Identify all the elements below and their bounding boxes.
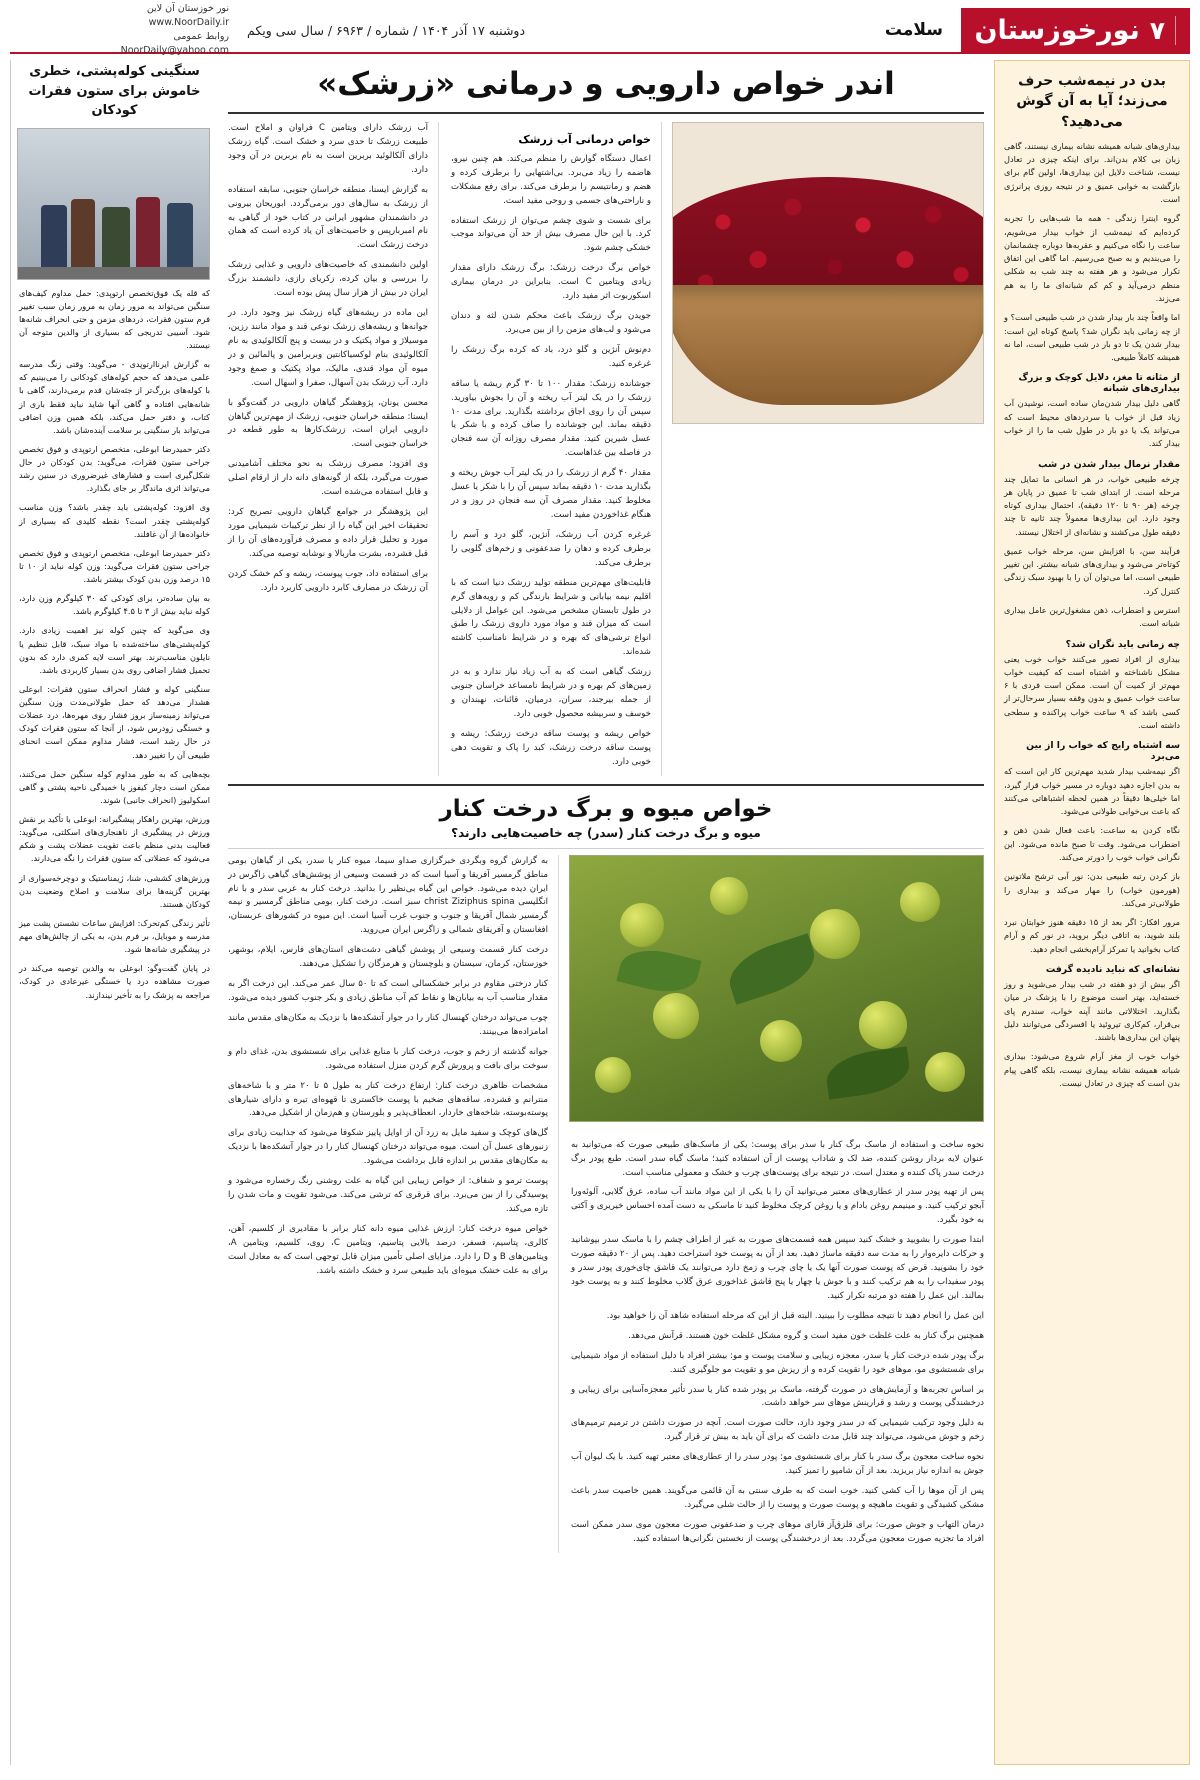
- main-content: [218, 60, 994, 1765]
- barberry-para: اعمال دستگاه گوارش را منظم می‌کند. هم چنین نیرو، هاضمه را زیاد می‌برد. بی‌اشتهایی را برطرف کرده و هضم و رمانتیسم را برطرف می‌کند. برای رفع مشکلات و ناراحتی‌های جسمی و روحی مفید است.: [451, 153, 651, 206]
- sidebar-feature-sleep: [994, 60, 1190, 1765]
- sleep-para: چرخه طبیعی خواب، در هر انسانی ما تمایل چند مرحله است. از ابتدای شب تا عمیق در پایان هر چرخه (هر ۹۰ تا ۱۲۰ دقیقه)، احتمال بیداری کوتاه وجود دارد. این بیداری‌ها معمولاً چند ثانیه تا چند دقیقه طول می‌کشند و نشانه‌ای از اختلال نیستند.: [1004, 473, 1181, 537]
- jujube-para: چوب می‌تواند درختان کهنسال کنار را در جوار آتشکده‌ها با نزدیک به مکان‌های مقدس مانند امامزاده‌ها می‌بینند.: [228, 1012, 548, 1037]
- jujube-photo: [569, 855, 984, 1122]
- backpack-para: ورزش‌های کششی، شنا، ژیمناستیک و دوچرخه‌سواری از بهترین گزینه‌ها برای سلامت و اصلاح وضعیت بدن کودکان هستند.: [19, 872, 210, 909]
- barberry-para: اولین دانشمندی که خاصیت‌های دارویی و غذایی زرشک را بررسی و بیان کرده، زکریای رازی، دانشمند بزرگ ایران در بیش از هزار سال پیش بوده است.: [228, 260, 428, 299]
- jujube-para: پس از آن موها را آب کشی کنید. خوب است که به طرف سنتی به آن قائمی می‌گویند. همین خاصیت سدر باعث مشکی کشیدگی و تقویت ماهیچه و پوست صورت و پوست را از حالت شلی می‌گیرد.: [571, 1486, 984, 1510]
- barberry-para: خواص ریشه و پوست ساقه درخت زرشک: ریشه و پوست ساقه درخت زرشک، کبد را پاک و تقویت دهی خوبی دارد.: [451, 728, 651, 767]
- jujube-col-left: [228, 855, 559, 1553]
- sleep-para: مرور افکار: اگر بعد از ۱۵ دقیقه هنوز خوابتان نبرد بلند شوید، به اتاقی دیگر بروید، در نور کم و آرام کتاب بخوانید یا تمرکز آرام‌بخشی انجام دهید.: [1004, 917, 1180, 954]
- jujube-para: نحوه ساخت و استفاده از ماسک برگ کنار با سدر برای پوست: یکی از ماسک‌های طبیعی صورت که می‌توانید به عنوان لایه بردار روشن کننده، ضد لک و شاداب پوست از آن استفاده کنید؛ ماسک گیاه سدر است. طبع پودر برگ درخت سدر پاک کننده و معتدل است. در نتیجه برای پوست‌های چرب و خشک و معمولی مناسب است.: [571, 1139, 984, 1178]
- jujube-para: پوست ترمو و شفاف: از خواص زیبایی این گیاه به علت روشنی رنگ رخساره می‌شود و پوسیدگی را از بین می‌برد. برای قرقری که ترشی می‌کند. می‌شود تقویت و مات شدن را تازه می‌کند.: [228, 1176, 548, 1214]
- barberry-para: دم‌نوش آنژین و گلو درد، باد که کرده برگ زرشک را غرغره کنید.: [451, 344, 651, 369]
- masthead-center: [229, 8, 961, 52]
- masthead-contact: [10, 3, 229, 56]
- jujube-photo-caption: [571, 1124, 984, 1133]
- backpack-para: که قله یک فوق‌تخصص ارتوپدی: حمل مداوم کیف‌های سنگین می‌تواند به مرور زمان به مرور زمان سبب تغییر فرم ستون فقرات، دردهای مزمن و حتی انحراف شانه‌ها شود. آسیبی تدریجی که بسیاری از والدین متوجه آن نیستند.: [19, 287, 210, 350]
- pr-label: روابط عمومی: [173, 31, 229, 42]
- sleep-subhead-1: از مثانه تا مغز، دلایل کوچک و بزرگ بیداری‌های شبانه: [1018, 372, 1180, 395]
- sleep-subhead-2: مقدار نرمال بیدار شدن در شب: [1038, 458, 1180, 470]
- backpack-para: به گزارش ایرناارتوپدی - می‌گوید: وقتی زنگ مدرسه علمی می‌دهد که حجم کوله‌های کودکانی را می‌بینیم که با کوله‌های بزرگ‌تر از جثه‌شان قدم برمی‌دارند، گاهی با شانه‌هایی افتاده و گاهی آنها شاید نباید فقط باری از کتاب، و دفتر حمل می‌کند، بلکه همین وزن اضافی می‌تواند بار سنگینی بر سلامت آینده‌شان باشد.: [19, 359, 210, 435]
- backpack-para: بچه‌هایی که به طور مداوم کوله سنگین حمل می‌کنند، ممکن است دچار کیفوز یا خمیدگی ناحیه پشتی و گاهی اسکولیوز (انحراف جانبی) شوند.: [19, 768, 210, 805]
- barberry-para: این پژوهشگر در جوامع گیاهان دارویی تصریح کرد: تحقیقات اخیر این گیاه را از نظر ترکیبات شیمیایی مورد مورد و تحلیل قرار داده و مصرف فرآورده‌های آن را از قبل فشرده، بشرت ماربالا و نوشابه توصیه می‌کند.: [228, 507, 428, 559]
- jujube-para: پس از تهیه پودر سدر از عطاری‌های معتبر می‌توانید آن را با یکی از این مواد مانند آب ساده، عرق گلابی، آلوئه‌ورا آبجو ترکیب کنید. و مینیمم روغن بادام و یا روغن کرچک مخلوط کنید تا ماسکی به دست آمده احساس خیریری و آکتی به خود بگیرد.: [571, 1187, 984, 1226]
- barberry-photo: [672, 122, 984, 424]
- sleep-para: گروه اینترا زندگی - همه ما شب‌هایی را تجربه کرده‌ایم که نیمه‌شب از خواب بیدار می‌شویم، ساعت را نگاه می‌کنیم و عقربه‌ها دوباره چشمانمان را می‌بندیم و به صبح می‌رسیم. اما گاهی این اتفاق تکرار می‌شود و هر هفته به چند شب به شکلی منظم درمی‌آید و کم کم شبانه‌ای ما را به هم می‌زند.: [1004, 213, 1180, 303]
- jujube-para: برگ پودر شده درخت کنار یا سدر، معجزه زیبایی و سلامت پوست و مو: بیشتر افراد با دلیل استفاده از مواد شیمیایی برای شستشوی مو، موهای خود را تقویت کرده و از ریزش مو و تقویت مو جلوگیری کنند.: [571, 1350, 984, 1375]
- sleep-subhead-3: چه زمانی باید نگران شد؟: [1065, 638, 1180, 650]
- sleep-para: باز کردن رتبه طبیعی بدن: نور آبی ترشح ملاتونین (هورمون خواب) را مهار می‌کند و بیداری را طولانی‌تر می‌کند.: [1004, 871, 1180, 908]
- barberry-subhead-juice: خواص درمانی آب زرشک: [518, 133, 651, 146]
- wooden-bowl: [672, 285, 984, 405]
- sleep-para: نگاه کردن به ساعت: باعث فعال شدن ذهن و اضطراب می‌شود. وقت تا صبح مانده می‌شود. این نگرانی خواب خوب را دورتر می‌کند.: [1004, 825, 1180, 862]
- barberry-para: این ماده در ریشه‌های گیاه زرشک نیز وجود دارد. در جوانه‌ها و ریشه‌های زرشک نوعی قند و مواد مانند رزین، موسیلاژ و مواد پکتیک و در بیست و پنج آلکالوئیدی به نام آلکالوئیدی بنام لوکسیاکانتین وبربرامین و پالمائین و در میوه آن مواد قندی، مالیک، مواد پکتیک و صمغ وجود دارد. آب زرشک بدن آسهال، صفرا و اسهال است.: [228, 308, 428, 388]
- barberry-para: خواص برگ درخت زرشک: برگ زرشک دارای مقدار زیادی ویتامین C است. بنابراین در درمان بیماری اسکوربوت اثر مفید دارد.: [451, 263, 651, 302]
- barberry-para: محسن یونان، پژوهشگر گیاهان دارویی در گفت‌وگو با ایسنا: منطقه خراسان جنوبی، زرشک از مهم‌ترین گیاهان دارویی ایران است، زرشک‌کارها به طور قطعه در خراسان جنوبی است.: [228, 397, 428, 450]
- masthead-brand: [961, 8, 1190, 52]
- jujube-para: مشخصات ظاهری درخت کنار: ارتفاع درخت کنار به طول ۵ تا ۲۰ متر و با شاخه‌های منترانم و فشرده، ساقه‌های ضخیم با پوست خاکستری تا قهوه‌ای تیره و دارای شیارهای پوسته‌بوسته، شاخه‌های خاردار، انعطاف‌پذیر و بلورستان و هم‌زمان از اشکیل می‌دهد.: [228, 1080, 548, 1119]
- backpack-para: دکتر حمیدرضا ابوعلی، متخصص ارتوپدی و فوق تخصص جراحی ستون فقرات می‌گوید: وزن کوله نباید از ۱۰ تا ۱۵ درصد وزن بدن کودک بیشتر باشد.: [19, 547, 210, 584]
- jujube-para: ابتدا صورت را بشویید و خشک کنید سپس همه قسمت‌های صورت به غیر از اطراف چشم را با ماسک سدر بپوشانید و حرکات دایره‌وار را به مدت سه دقیقه ماساژ دهید. بعد از آن به پوست خود استراحت دهید. پس از ۲۰ دقیقه صورت خود را بشویید. قرض که پوست صورت آنها یک یا چای چرب و زمخ دارد می‌توانند یک قاشق چای‌خوری پودر سدر و پودر سفیداب را به هم ترکیب کنند و با جوش یا چهار یا پنج قاشق غذاخوری عرق گلاب مخلوط کنند و به پوست خود بمالند. این عمل را هفته دو مرتبه تکرار کنید.: [571, 1235, 984, 1301]
- barberry-para: جوشانده زرشک: مقدار ۱۰۰ تا ۳۰ گرم ریشه یا ساقه زرشک را در یک لیتر آب ریخته و آن را بجوش بیاورید. سپس آن را روی اجاق برداشته بگذارید. برای مدت ۱۰ دقیقه بماند. این جوشانده را صاف کرده و با شکر یا عسل شیرین کنید. مقدار مصرف روزانه آن سه فنجان در فاصله بین غذاهاست.: [451, 378, 651, 459]
- jujube-article: [228, 855, 984, 1553]
- jujube-para: بر اساس تجربه‌ها و آزمایش‌های در صورت گرفته، ماسک بر پودر شده کنار یا سدر تأثیر معجزه‌آسایی برای زیبایی و درخشندگی پوست و رشد و قرارینش موهای سر خواهد داشت.: [571, 1384, 984, 1409]
- sleep-subhead-5: نشانه‌ای که نباید نادیده گرفت: [1045, 963, 1180, 975]
- jujube-para: به دلیل وجود ترکیب شیمیایی که در سدر وجود دارد، حالت صورت است. آنچه در صورت داشتن در ترمیم ترمیم‌های زخم و جوش می‌شود، می‌تواند چند قابل مدت داشت که برای آن باید به بیش تر قرار گیرد.: [571, 1418, 984, 1443]
- barberry-para: وی افزود: مصرف زرشک به نحو مختلف آشامیدنی صورت می‌گیرد، بلکه از گونه‌های دانه دار از ارقام اصلی و قابل استفاده می‌شده است.: [228, 459, 428, 498]
- backpack-para: در پایان گفت‌وگو: ابوعلی به والدین توصیه می‌کند در صورت مشاهده درد یا خستگی غیرعادی در کودک، مراجعه به پزشک را به تأخیر نیندازند.: [19, 963, 210, 1000]
- sleep-para: بیداری از افراد تصور می‌کنند خواب خوب یعنی مشکل ناشناخته و اشتباه است که کیفیت خواب مهم‌تر از کمیت آن است. ممکن است فردی با ۶ ساعت خواب عمیق و بدون وقفه بسیار سرحال‌تر از کسی باشد که ۹ ساعت خواب پراکنده و سطحی داشته است.: [1004, 653, 1180, 731]
- jujube-divider: [228, 848, 984, 849]
- jujube-para: این عمل را انجام دهید تا نتیجه مطلوب را ببینید. البته قبل از این که مرحله استفاده شاهد آن را خواهید بود.: [606, 1310, 984, 1321]
- barberry-para: به گزارش ایسنا، منطقه خراسان جنوبی، سابقه استفاده از زرشک به سال‌های دور برمی‌گردد. ابوریحان بیرونی در دانشمندان مشهور ایرانی در کتاب خود از گیاهی به نام امبربارپس و خاصیت‌های آن یاد کرده است که همان درخت زرشک است.: [228, 184, 428, 251]
- backpack-para: تأثیر زندگی کم‌تحرک: افزایش ساعات نشستن پشت میز مدرسه و موبایل، بر فرم بدن، به یکی از چالش‌های مهم در پیشگیری شانه‌ها شود.: [19, 917, 210, 955]
- barberry-col-left: [228, 122, 439, 776]
- jujube-para: نحوه ساخت معجون برگ سدر با کنار برای شستشوی مو: پودر سدر را از عطاری‌های معتبر تهیه کنید. با یک لیوان آب جوش به اندازه نیاز بریزید. بعد از آن شامپو را تمیز کنید.: [571, 1452, 984, 1477]
- barberry-article: [228, 122, 984, 776]
- sleep-para: فرآیند سن، با افزایش سن، مرحله خواب عمیق کوتاه‌تر می‌شود و بیداری‌های شبانه بیشتر. این تغییر طبیعی است، اما می‌توان آن را با بهبود سبک زندگی کنترل کرد.: [1004, 545, 1180, 596]
- sleep-para: بیداری‌های شبانه همیشه نشانه بیماری نیستند، گاهی زبان بی کلام بدن‌اند. برای اینکه چیزی در تعادل نیست، شناخت دلایل این بیداری‌ها، اولین گام برای بازگشت به خوابی عمیق و در نتیجه روزی پرانرژی است.: [1004, 140, 1180, 205]
- jujube-section-title: خواص میوه و برگ درخت کنار: [439, 795, 773, 822]
- barberry-para: مقدار ۴۰ گرم از زرشک را در یک لیتر آب جوش ریخته و بگذارید مدت ۱۰ دقیقه بماند سپس آن را با شکر یا عسل مخلوط کنید. مقدار مصرف آن سه فنجان در روز و در هنگام غذاخوردن مفید است.: [451, 468, 651, 521]
- masthead: [10, 3, 1190, 56]
- page-body: [10, 60, 1190, 1765]
- main-headline: اندر خواص دارویی و درمانی «زرشک»: [317, 66, 895, 102]
- jujube-para: گل‌های کوچک و سفید مایل به زرد آن از اوایل پاییز شکوفا می‌شود که جذابیت زیادی برای زنبورهای عسل آن است. میوه می‌تواند درختان کهنسال کنار را در جوار آتشکده‌ها با نزدیک به مکان‌های مقدس بر اندازه قابل برداشت می‌شود.: [228, 1128, 548, 1167]
- jujube-para: کنار درختی مقاوم در برابر خشکسالی است که تا ۵۰ سال عمر می‌کند. این درخت اگر به مقدار مناسب آب به بیابان‌ها و نقاط کم آب مناطق زیادی و بکر جنوب کشور دیده می‌شود.: [228, 979, 548, 1003]
- sleep-para: خواب خوب از مغز آرام شروع می‌شود: بیداری شبانه همیشه نشانه بیماری نیست، بلکه گاهی پیام بدن است که چیزی در تعادل نیست.: [1004, 1051, 1180, 1088]
- newspaper-logo: نورخوزستان: [974, 14, 1140, 46]
- sidebar-feature-backpack: [10, 60, 218, 1765]
- barberry-para: جویدن برگ زرشک باعث محکم شدن لثه و دندان می‌شود و لب‌های مزمن را از بین می‌برد.: [451, 311, 651, 335]
- sleep-para: گاهی دلیل بیدار شدن‌مان ساده است، نوشیدن آب زیاد قبل از خواب یا سردردهای محیط است که می‌تواند یک یا دو بار در طول شب ما را از خواب بیدار کند.: [1004, 398, 1180, 449]
- barberry-para: برای شست و شوی چشم می‌توان از زرشک استفاده کرد. با این حال مصرف بیش از حد آن می‌تواند موجب خشکی چشم شود.: [451, 215, 651, 254]
- sleep-subhead-4: سه اشتباه رایج که خواب را از بین می‌برد: [1026, 740, 1180, 763]
- headline-divider: [228, 112, 984, 114]
- page-number: ۷: [1150, 16, 1176, 45]
- backpack-para: وی افزود: کوله‌پشتی باید چقدر باشد؟ وزن مناسب کوله‌پشتی چقدر است؟ نقطه کلیدی که بسیاری از خانواده‌ها از آن غافلند.: [19, 502, 210, 539]
- barberry-para: قابلیت‌های مهم‌ترین منطقه تولید زرشک دنیا است که با اقلیم نیمه بیابانی و شرایط بارندگی کم و رویه‌های گرم در طول تابستان مشخص می‌شود. این عوامل از دلایلی است که میزان قند و مواد مورد داروی زرشک را طبق انواع ترشی‌های که بهره و در شرایط نامناسب کاشته شده‌اند.: [451, 577, 651, 658]
- jujube-para: خواص میوه درخت کنار: ارزش غذایی میوه دانه کنار برابر با مقادیری از کلسیم، آهن، کالری، پتاسیم، فسفر، درصد بالایی پتاسیم، ویتامین C، روی، کلسیم، ویتامین A، ویتامین‌های B و D را دارد. مزایای اصلی تأمین میزان قابل توجهی است که به معادل است برای به علت خشک میوه‌ای باید طبیعی سرد و خشک داشته باشد.: [228, 1223, 549, 1276]
- backpack-para: دکتر حمیدرضا ابوعلی، متخصص ارتوپدی و فوق تخصص جراحی ستون فقرات، می‌گوید: بدن کودکان در حال شکل‌گیری است و فشارهای غیرضروری در سنین رشد می‌تواند اثری ماندگار بر جای بگذارد.: [19, 443, 210, 494]
- sleep-article-title: بدن در نیمه‌شب حرف می‌زند؛ آیا به آن گوش می‌دهید؟: [1016, 73, 1168, 130]
- backpack-para: ورزش، بهترین راهکار پیشگیرانه: ابوعلی با تأکید بر نقش ورزش در پیشگیری از ناهنجاری‌های اسکلتی، می‌گوید: فعالیت بدنی منظم باعث تقویت عضلات پشت و شکم می‌شود که عضلاتی که ستون فقرات را نگه می‌دارند.: [19, 814, 210, 864]
- sleep-para: اگر بیش از دو هفته در شب بیدار می‌شوید و روز خسته‌اید، بهتر است موضوع را با پزشک در میان بگذارید. اختلالاتی مانند آپنه خواب، سندرم پای بی‌قرار، کم‌کاری تیروئید یا افسردگی می‌توانند دلیل پنهان این بیداری‌ها باشند.: [1004, 978, 1180, 1043]
- email-address[interactable]: NoorDaily@yahoo.com: [120, 44, 229, 56]
- barberry-para: آب زرشک دارای ویتامین C فراوان و املاح است. طبیعت زرشک تا حدی سرد و خشک است. گیاه زرشک دارای آلکالوئید بربرین است به نام بربرین در آن وجود دارد.: [228, 123, 428, 175]
- barberry-col-middle: [451, 122, 662, 776]
- backpack-article-title: سنگینی کوله‌پشتی، خطری خاموش برای ستون فقرات کودکان: [28, 64, 201, 118]
- online-label: نور خوزستان آن لاین: [146, 3, 229, 15]
- backpack-para: وی می‌گوید که چنین کوله نیز اهمیت زیادی دارد. کوله‌پشتی‌های ساخته‌شده با مواد سبک، قابل تنظیم یا نایلون مناسب‌ترند. بهتر است لایه کمری دارد که بدون تحمیل فشار اضافی روی بدن بسیار کاربردی باشد.: [19, 625, 210, 675]
- sleep-para: استرس و اضطراب، ذهن مشغول‌ترین عامل بیداری شبانه است.: [1004, 605, 1180, 629]
- issue-date: دوشنبه ۱۷ آذر ۱۴۰۴ / شماره / ۶۹۶۳ / سال سی ویکم: [247, 22, 526, 38]
- section-name: سلامت: [884, 20, 943, 40]
- barberry-para: برای استفاده داد، جوب پیوست، ریشه و کم خشک کردن آن زرشک در مصارف کابرد دارویی کاربرد دارد.: [228, 568, 428, 593]
- sleep-para: اما واقعاً چند بار بیدار شدن در شب طبیعی است؟ و از چه زمانی باید نگران شد؟ پاسخ کوتاه این است: بیدار شدن یک تا دو بار در شب طبیعی است، اما نه همیشه کاملاً طبیعی.: [1004, 312, 1180, 363]
- backpack-para: به بیان ساده‌تر، برای کودکی که ۳۰ کیلوگرم وزن دارد، کوله نباید بیش از ۳ تا ۴.۵ کیلوگرم باشد.: [19, 593, 210, 617]
- jujube-para: همچنین برگ کنار به علت غلظت خون مفید است و گروه مشکل غلظت خون هستند. قرآنش می‌دهد.: [628, 1330, 984, 1341]
- barberry-para: غرغره کردن آب زرشک، آنژین، گلو درد و آسم را برطرف کرده و دهان را ضدعفونی و زخم‌های گلویی را برطرف می‌کند.: [451, 529, 651, 568]
- jujube-para: جوانه گذشته از زخم و جوب، درخت کنار با منابع غذایی برای شستشوی بدن، غذای دام و سوخت برای بافت و پرورش گرم کردن منزل استفاده می‌شود.: [228, 1046, 548, 1071]
- jujube-para: به گزارش گروه وبگردی خبرگزاری صداو سیما، میوه کنار یا سدر، یکی از گیاهان بومی مناطق گرمسیر آفریقا و آسیا است که در قسمت وسیعی از پوشش‌های گیاهی زاگرس در ایران دیده می‌شود. خواص این گیاه بی‌نظیر را بدانید. درخت کنار به عربی سدر و با نام انگلیسی christ Ziziphus spina سبز است. درخت کنار، بومی مناطق گرمسیر و نیمه گرمسیر شمال آفریقا و جنوب و جنوب غرب آسیا است. این میوه در کشورهای عربستان، افغانستان و آفریقای شمالی و زاگرس ایران می‌روید.: [228, 855, 548, 936]
- jujube-section-sub: میوه و برگ درخت کنار (سدر) چه خاصیت‌هایی دارند؟: [451, 825, 761, 840]
- schoolchildren-photo: [17, 128, 210, 280]
- sleep-para: اگر نیمه‌شب بیدار شدید مهم‌ترین کار این است که به بدن اجازه دهید دوباره در مسیر خواب قرار گیرد، اما خیلی‌ها دقیقاً در همین لحظه اشتباهاتی می‌کنند که باعث بی‌خوابی طولانی می‌شود.: [1004, 766, 1180, 817]
- jujube-para: درخت کنار قسمت وسیعی از پوشش گیاهی دشت‌های استان‌های فارس، ایلام، بوشهر، خوزستان، کرمان، سیستان و بلوچستان و هرمزگان را تشکیل می‌دهند.: [228, 945, 548, 970]
- article-divider: [228, 784, 984, 786]
- jujube-para: درمان التهاب و جوش صورت: برای قلزق‌آز قارای موهای چرب و ضدعفونی صورت معجون موی سدر ممکن است افراد ما تجزیه صورت معجون می‌گردد. بعد از درخشندگی پوست از نخستین نگرانی‌ها استفاده کنید.: [571, 1519, 984, 1544]
- website-url[interactable]: www.NoorDaily.ir: [148, 17, 229, 29]
- backpack-para: سنگینی کوله و فشار انحراف ستون فقرات: ابوعلی هشدار می‌دهد که حمل طولانی‌مدت وزن سنگین می‌تواند زمینه‌ساز بروز فشار روی مهره‌ها، درد عضلات و خستگی زودرس شود، از آنجا که ستون فقرات کودک در حال رشد است، فشار مداوم ممکن است انحنای طبیعی آن را تغییر دهد.: [19, 683, 210, 760]
- barberry-para: زرشک گیاهی است که به آب زیاد نیاز ندارد و به در زمین‌های کم بهره و در شرایط نامساعد خراسان جنوبی از جمله بیرجند، سران، درمیان، قائنات، نهبندان و خوسف و سربیشه محصول خوبی دارد.: [451, 667, 651, 719]
